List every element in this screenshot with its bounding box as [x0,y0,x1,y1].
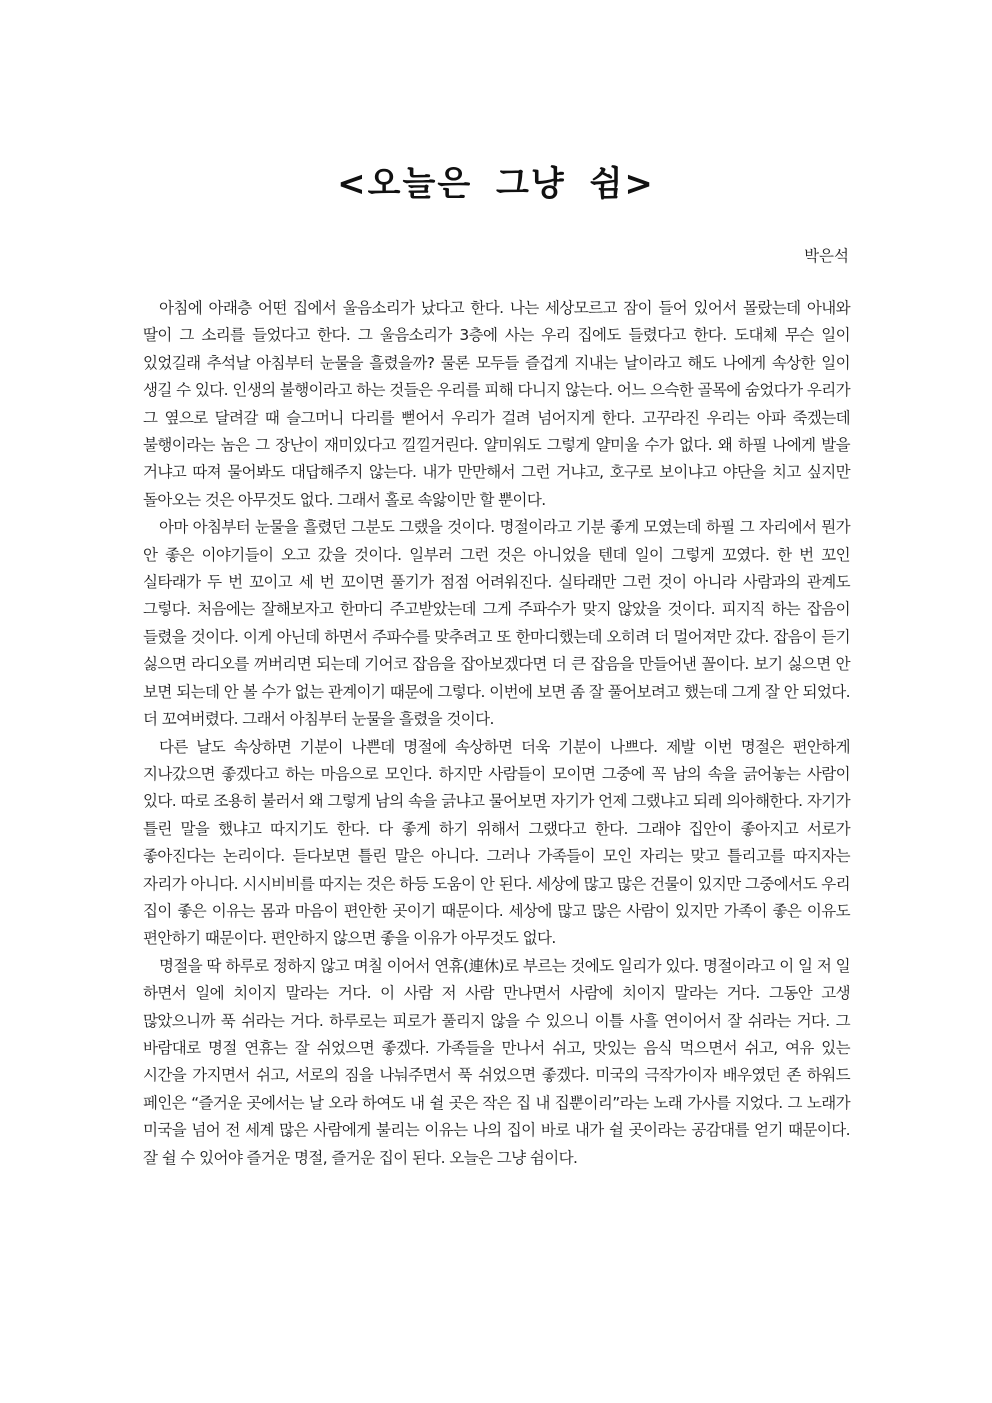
paragraph-4: 명절을 딱 하루로 정하지 않고 며칠 이어서 연휴(連休)로 부르는 것에도 일리가 있다. 명절이라고 이 일 저 일 하면서 일에 치이지 말라는 거다. 이 사람 저 사람 만나면서 사람에 치이지 말라는 거다. 그동안 고생 많았으니까 푹 쉬라는 거다. 하루로는 피로가 풀리지 않을 수 있으니 이틀 사흘 연이어서 잘 쉬라는 거다. 그 바람대로 명절 연휴는 잘 쉬었으면 좋겠다. 가족들을 만나서 쉬고, 맛있는 음식 먹으면서 쉬고, 여유 있는 시간을 가지면서 쉬고, 서로의 짐을 나눠주면서 푹 쉬었으면 좋겠다. 미국의 극작가이자 배우였던 존 하워드 페인은 “즐거운 곳에서는 날 오라 하여도 내 쉴 곳은 작은 집 내 집뿐이리”라는 노래 가사를 지었다. 그 노래가 미국을 넘어 전 세계 많은 사람에게 불리는 이유는 나의 집이 바로 내가 쉴 곳이라는 공감대를 얻기 때문이다. 잘 쉴 수 있어야 즐거운 명절, 즐거운 집이 된다. 오늘은 그냥 쉼이다. [143,956,850,1167]
essay-body [143,295,850,1172]
paragraph-2: 아마 아침부터 눈물을 흘렸던 그분도 그랬을 것이다. 명절이라고 기분 좋게 모였는데 하필 그 자리에서 뭔가 안 좋은 이야기들이 오고 갔을 것이다. 일부러 그런 것은 아니었을 텐데 일이 그렇게 꼬였다. 한 번 꼬인 실타래가 두 번 꼬이고 세 번 꼬이면 풀기가 점점 어려워진다. 실타래만 그런 것이 아니라 사람과의 관계도 그렇다. 처음에는 잘해보자고 한마디 주고받았는데 그게 주파수가 맞지 않았을 것이다. 피지직 하는 잡음이 들렸을 것이다. 이게 아닌데 하면서 주파수를 맞추려고 또 한마디했는데 오히려 더 멀어져만 갔다. 잡음이 듣기 싫으면 라디오를 꺼버리면 되는데 기어코 잡음을 잡아보겠다면 더 큰 잡음을 만들어낸 꼴이다. 보기 싫으면 안 보면 되는데 안 볼 수가 없는 관계이기 때문에 그렇다. 이번에 보면 좀 잘 풀어보려고 했는데 그게 잘 안 되었다. 더 꼬여버렸다. 그래서 아침부터 눈물을 흘렸을 것이다. [143,518,850,729]
author-name: 박은석 [804,247,849,265]
document-title: <오늘은 그냥 쉼> [337,164,655,204]
paragraph-3: 다른 날도 속상하면 기분이 나쁜데 명절에 속상하면 더욱 기분이 나쁘다. 제발 이번 명절은 편안하게 지나갔으면 좋겠다고 하는 마음으로 모인다. 하지만 사람들이 모이면 그중에 꼭 남의 속을 긁어놓는 사람이 있다. 따로 조용히 불러서 왜 그렇게 남의 속을 긁냐고 물어보면 자기가 언제 그랬냐고 되레 의아해한다. 자기가 틀린 말을 했냐고 따지기도 한다. 다 좋게 하기 위해서 그랬다고 한다. 그래야 집안이 좋아지고 서로가 좋아진다는 논리이다. 듣다보면 틀린 말은 아니다. 그러나 가족들이 모인 자리는 맞고 틀리고를 따지자는 자리가 아니다. 시시비비를 따지는 것은 하등 도움이 안 된다. 세상에 많고 많은 건물이 있지만 그중에서도 우리 집이 좋은 이유는 몸과 마음이 편안한 곳이기 때문이다. 세상에 많고 많은 사람이 있지만 가족이 좋은 이유도 편안하기 때문이다. 편안하지 않으면 좋을 이유가 아무것도 없다. [143,737,850,948]
paragraph-1: 아침에 아래층 어떤 집에서 울음소리가 났다고 한다. 나는 세상모르고 잠이 들어 있어서 몰랐는데 아내와 딸이 그 소리를 들었다고 한다. 그 울음소리가 3층에 사는 우리 집에도 들렸다고 한다. 도대체 무슨 일이 있었길래 추석날 아침부터 눈물을 흘렸을까? 물론 모두들 즐겁게 지내는 날이라고 해도 나에게 속상한 일이 생길 수 있다. 인생의 불행이라고 하는 것들은 우리를 피해 다니지 않는다. 어느 으슥한 골목에 숨었다가 우리가 그 옆으로 달려갈 때 슬그머니 다리를 뻗어서 우리가 걸려 넘어지게 한다. 고꾸라진 우리는 아파 죽겠는데 불행이라는 놈은 그 장난이 재미있다고 낄낄거린다. 얄미워도 그렇게 얄미울 수가 없다. 왜 하필 나에게 발을 거냐고 따져 물어봐도 대답해주지 않는다. 내가 만만해서 그런 거냐고, 호구로 보이냐고 야단을 치고 싶지만 돌아오는 것은 아무것도 없다. 그래서 홀로 속앓이만 할 뿐이다. [143,299,850,509]
